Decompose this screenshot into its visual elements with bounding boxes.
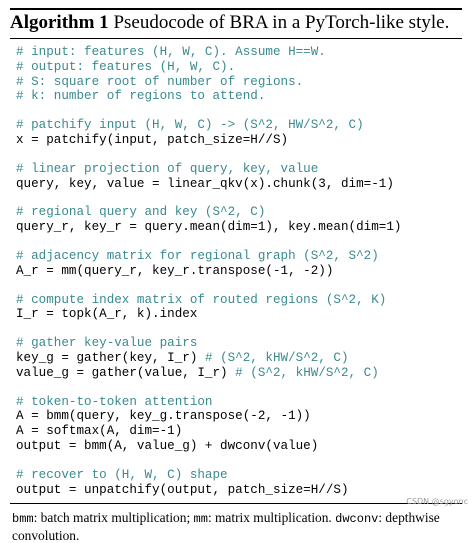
footnote-text: : matrix multiplication. (207, 510, 336, 526)
comment-text: # recover to (H, W, C) shape (16, 467, 228, 482)
algorithm-block (10, 8, 462, 543)
blank-line (16, 104, 462, 118)
comment-line (16, 249, 462, 264)
comment-line (16, 293, 462, 308)
comment-text: # gather key-value pairs (16, 336, 198, 351)
code-line (16, 307, 462, 322)
code-text: A = softmax(A, dim=-1) (16, 424, 183, 439)
comment-text: # patchify input (H, W, C) -> (S^2, HW/S^2, C) (16, 118, 364, 133)
code-text: value_g = gather(value, I_r) (16, 365, 228, 380)
blank-line (16, 454, 462, 468)
algorithm-caption (10, 12, 462, 34)
comment-text: # k: number of regions to attend. (16, 89, 266, 104)
comment-text: # linear projection of query, key, value (16, 161, 319, 176)
top-rule (10, 8, 462, 10)
code-line (16, 439, 462, 454)
comment-text: # output: features (H, W, C). (16, 59, 236, 74)
comment-text: # input: features (H, W, C). Assume H==W. (16, 45, 326, 59)
code-text: output = bmm(A, value_g) + dwconv(value) (16, 438, 319, 453)
code-line (16, 409, 462, 424)
comment-line (16, 205, 462, 220)
blank-line (16, 235, 462, 249)
code-line (16, 264, 462, 279)
code-line (16, 177, 462, 192)
comment-text: # adjacency matrix for regional graph (S^2, S^2) (16, 248, 379, 263)
blank-line (16, 279, 462, 293)
blank-line (16, 148, 462, 162)
footnote-text: : depthwise convolution. (12, 510, 440, 543)
algorithm-label: Algorithm 1 (10, 12, 109, 33)
comment-text: # token-to-token attention (16, 394, 213, 409)
inline-comment: # (S^2, kHW/S^2, C) (197, 350, 349, 365)
code-text: query_r, key_r = query.mean(dim=1), key.mean(dim=1) (16, 220, 402, 235)
watermark: CSDN @sgyonc (406, 497, 468, 506)
code-text: key_g = gather(key, I_r) (16, 350, 198, 365)
comment-line (16, 75, 462, 90)
comment-text: # regional query and key (S^2, C) (16, 205, 266, 220)
code-line (16, 424, 462, 439)
comment-line (16, 468, 462, 483)
blank-line (16, 322, 462, 336)
algorithm-title: Pseudocode of BRA in a PyTorch-like style. (108, 12, 450, 33)
footnote-term: bmm (12, 512, 34, 527)
comment-text: # compute index matrix of routed regions (S^2, K) (16, 292, 387, 307)
code-line (16, 133, 462, 148)
code-text: x = patchify(input, patch_size=H//S) (16, 132, 289, 147)
footnote (10, 510, 462, 543)
code-text: query, key, value = linear_qkv(x).chunk(3, dim=-1) (16, 176, 394, 191)
comment-line (16, 45, 462, 60)
code-text: A_r = mm(query_r, key_r.transpose(-1, -2)) (16, 263, 334, 278)
code-text: I_r = topk(A_r, k).index (16, 307, 198, 322)
comment-line (16, 162, 462, 177)
inline-comment: # (S^2, kHW/S^2, C) (227, 365, 379, 380)
comment-text: # S: square root of number of regions. (16, 74, 304, 89)
code-line (16, 220, 462, 235)
comment-line (16, 118, 462, 133)
footnote-term: mm (193, 512, 208, 527)
bottom-rule (10, 503, 462, 504)
pseudocode-listing (10, 45, 462, 497)
comment-line (16, 395, 462, 410)
comment-line (16, 336, 462, 351)
code-line (16, 366, 462, 381)
comment-line (16, 89, 462, 104)
blank-line (16, 381, 462, 395)
code-line (16, 483, 462, 498)
comment-line (16, 60, 462, 75)
footnote-term: dwconv (335, 512, 379, 527)
code-text: output = unpatchify(output, patch_size=H//S) (16, 482, 349, 497)
blank-line (16, 191, 462, 205)
caption-rule (10, 38, 462, 39)
code-line (16, 351, 462, 366)
code-text: A = bmm(query, key_g.transpose(-2, -1)) (16, 409, 311, 424)
footnote-text: : batch matrix multiplication; (33, 510, 194, 526)
